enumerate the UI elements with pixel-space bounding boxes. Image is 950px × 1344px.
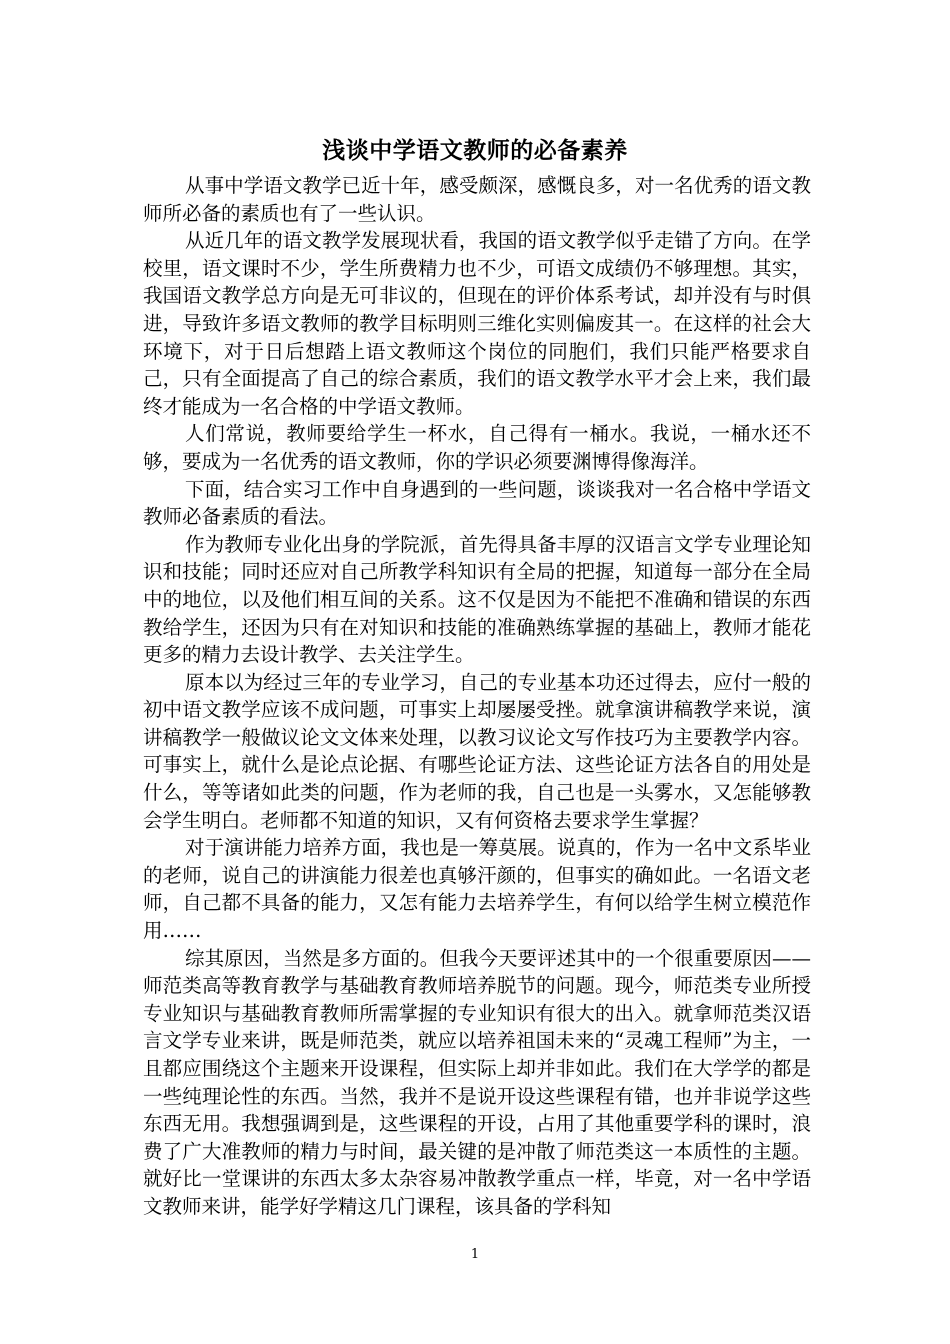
paragraph-8: 综其原因，当然是多方面的。但我今天要评述其中的一个很重要原因——师范类高等教育教学与基础教育教师培养脱节的问题。现今，师范类专业所授专业知识与基础教育教师所需掌握的专业知识有很大的出入。就拿师范类汉语言文学专业来讲，既是师范类，就应以培养祖国未来的“灵魂工程师”为主，一且都应围绕这个主题来开设课程，但实际上却并非如此。我们在大学学的都是一些纯理论性的东西。当然，我并不是说开设这些课程有错，也并非说学这些东西无用。我想强调到是，这些课程的开设，占用了其他重要学科的课时，浪费了广大准教师的精力与时间，最关键的是冲散了师范类这一本质性的主题。就好比一堂课讲的东西太多太杂容易冲散教学重点一样，毕竟，对一名中学语文教师来讲，能学好学精这几门课程，该具备的学科知 [143,946,811,1218]
paragraph-6: 原本以为经过三年的专业学习，自己的专业基本功还过得去，应付一般的初中语文教学应该不成问题，可事实上却屡屡受挫。就拿演讲稿教学来说，演讲稿教学一般做议论文文体来处理，以教习议论文写作技巧为主要教学内容。可事实上，就什么是论点论据、有哪些论证方法、这些论证方法各自的用处是什么，等等诸如此类的问题，作为老师的我，自己也是一头雾水，又怎能够教会学生明白。老师都不知道的知识，又有何资格去要求学生掌握？ [143,670,811,832]
paragraph-4: 下面，结合实习工作中自身遇到的一些问题，谈谈我对一名合格中学语文教师必备素质的看法。 [143,477,811,529]
document-title: 浅谈中学语文教师的必备素养 [322,137,628,164]
paragraph-2: 从近几年的语文教学发展现状看，我国的语文教学似乎走错了方向。在学校里，语文课时不少，学生所费精力也不少，可语文成绩仍不够理想。其实，我国语文教学总方向是无可非议的，但现在的评价体系考试，却并没有与时俱进，导致许多语文教师的教学目标明则三维化实则偏废其一。在这样的社会大环境下，对于日后想踏上语文教师这个岗位的同胞们，我们只能严格要求自己，只有全面提高了自己的综合素质，我们的语文教学水平才会上来，我们最终才能成为一名合格的中学语文教师。 [143,229,811,418]
document-body [143,172,811,1221]
paragraph-5: 作为教师专业化出身的学院派，首先得具备丰厚的汉语言文学专业理论知识和技能；同时还应对自己所教学科知识有全局的把握，知道每一部分在全局中的地位，以及他们相互间的关系。这不仅是因为不能把不准确和错误的东西教给学生，还因为只有在对知识和技能的准确熟练掌握的基础上，教师才能花更多的精力去设计教学、去关注学生。 [143,532,811,667]
paragraph-1: 从事中学语文教学已近十年，感受颇深，感慨良多，对一名优秀的语文教师所必备的素质也有了一些认识。 [143,174,811,225]
paragraph-7: 对于演讲能力培养方面，我也是一筹莫展。说真的，作为一名中文系毕业的老师，说自己的讲演能力很差也真够汗颜的，但事实的确如此。一名语文老师，自己都不具备的能力，又怎有能力去培养学生，有何以给学生树立模范作用…… [143,836,811,943]
page-number: 1 [470,1247,480,1262]
paragraph-3: 人们常说，教师要给学生一杯水，自己得有一桶水。我说，一桶水还不够，要成为一名优秀的语文教师，你的学识必须要渊博得像海洋。 [143,422,811,473]
